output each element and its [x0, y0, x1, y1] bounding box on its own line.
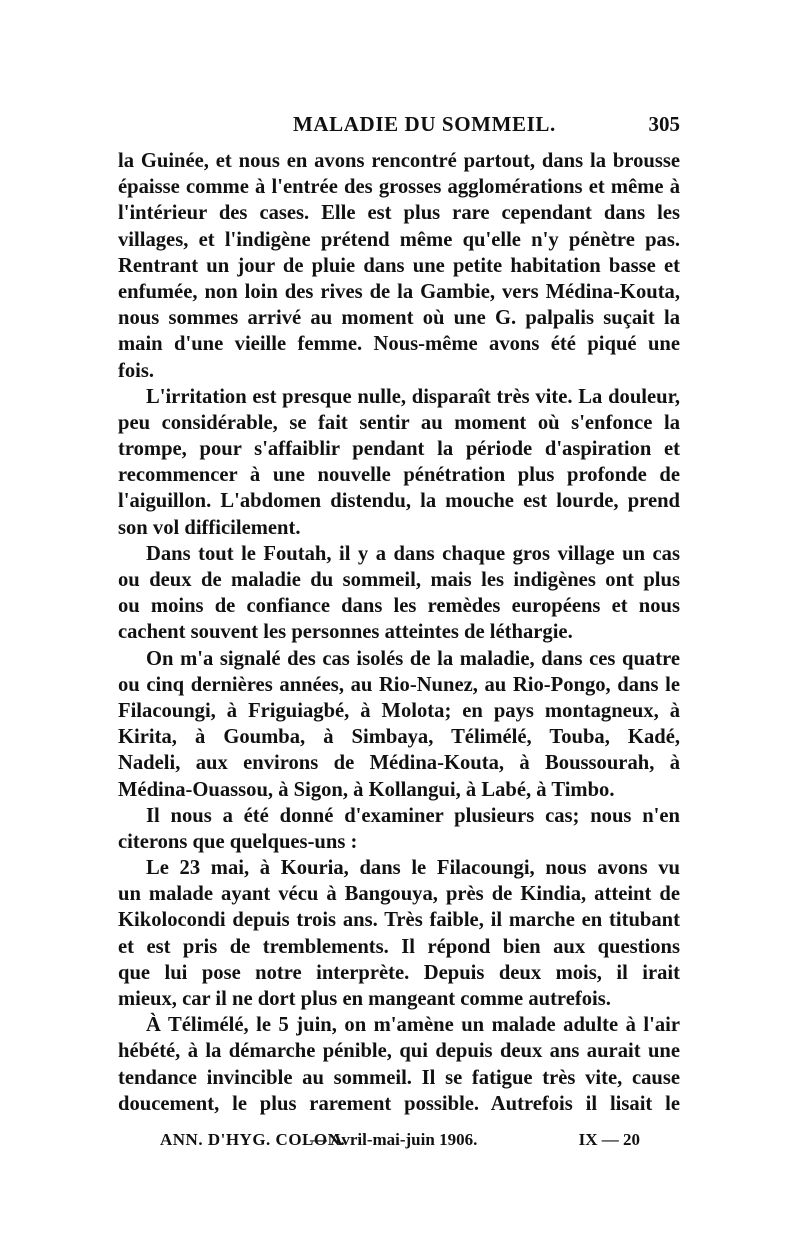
page-header: [118, 112, 680, 142]
text-line: Kikolocondi depuis trois ans. Très faible, il marche en titubant: [118, 909, 680, 932]
text-line: Kirita, à Goumba, à Simbaya, Télimélé, Touba, Kadé,: [118, 726, 680, 749]
text-line: main d'une vieille femme. Nous-même avons été piqué une: [118, 333, 680, 356]
text-line: mieux, car il ne dort plus en mangeant comme autrefois.: [118, 988, 611, 1010]
text-line: villages, et l'indigène prétend même qu'elle n'y pénètre pas.: [118, 228, 680, 251]
text-line: peu considérable, se fait sentir au moment où s'enfonce la: [118, 411, 680, 434]
text-line: hébété, à la démarche pénible, qui depuis deux ans aurait une: [118, 1040, 680, 1063]
text-line: Dans tout le Foutah, il y a dans chaque gros village un cas: [146, 542, 680, 565]
text-line: fois.: [118, 359, 155, 382]
body-text: [118, 148, 680, 1117]
text-line: Le 23 mai, à Kouria, dans le Filacoungi, nous avons vu: [146, 857, 680, 880]
text-line: ou deux de maladie du sommeil, mais les indigènes ont plus: [118, 569, 680, 591]
text-line: et est pris de tremblements. Il répond bien aux questions: [118, 935, 680, 958]
text-line: tendance invincible au sommeil. Il se fatigue très vite, cause: [118, 1066, 680, 1089]
footer-issue: — Avril-mai-juin 1906.: [310, 1130, 478, 1149]
text-line: Rentrant un jour de pluie dans une petite habitation basse et: [118, 254, 680, 277]
text-line: cachent souvent les personnes atteintes de léthargie.: [118, 621, 573, 644]
text-line: Médina-Ouassou, à Sigon, à Kollangui, à Labé, à Timbo.: [118, 778, 615, 801]
text-line: L'irritation est presque nulle, disparaît très vite. La douleur,: [146, 385, 680, 408]
text-line: l'aiguillon. L'abdomen distendu, la mouche est lourde, prend: [118, 490, 680, 513]
text-line: recommencer à une nouvelle pénétration plus profonde de: [118, 464, 680, 487]
text-line: l'intérieur des cases. Elle est plus rare cependant dans les: [118, 202, 680, 225]
text-line: ou cinq dernières années, au Rio-Nunez, au Rio-Pongo, dans le: [118, 673, 680, 696]
text-line: trompe, pour s'affaiblir pendant la période d'aspiration et: [118, 438, 680, 461]
text-line: enfumée, non loin des rives de la Gambie, vers Médina-Kouta,: [118, 280, 680, 303]
text-line: épaisse comme à l'entrée des grosses agglomérations et même à: [118, 176, 680, 199]
text-line: Il nous a été donné d'examiner plusieurs cas; nous n'en: [146, 804, 680, 827]
running-title: MALADIE DU SOMMEIL.: [293, 112, 556, 136]
page-footer: [160, 1130, 640, 1154]
text-line: un malade ayant vécu à Bangouya, près de Kindia, atteint de: [118, 883, 680, 906]
text-line: doucement, le plus rarement possible. Autrefois il lisait le: [118, 1092, 680, 1115]
footer-journal: ANN. D'HYG. COLON.: [160, 1130, 346, 1149]
text-line: Nadeli, aux environs de Médina-Kouta, à Boussourah, à: [118, 752, 680, 775]
text-line: On m'a signalé des cas isolés de la maladie, dans ces quatre: [146, 647, 680, 670]
text-line: son vol difficilement.: [118, 516, 301, 539]
page-number: 305: [648, 112, 680, 136]
text-line: ou moins de confiance dans les remèdes européens et nous: [118, 595, 680, 618]
text-line: À Télimélé, le 5 juin, on m'amène un malade adulte à l'air: [146, 1014, 680, 1037]
text-line: que lui pose notre interprète. Depuis deux mois, il irait: [118, 961, 680, 984]
text-line: nous sommes arrivé au moment où une G. palpalis suçait la: [118, 307, 680, 330]
text-line: la Guinée, et nous en avons rencontré partout, dans la brousse: [118, 150, 680, 172]
text-line: Filacoungi, à Friguiagbé, à Molota; en pays montagneux, à: [118, 699, 680, 722]
footer-signature: IX — 20: [578, 1130, 640, 1149]
text-line: citerons que quelques-uns :: [118, 830, 358, 853]
